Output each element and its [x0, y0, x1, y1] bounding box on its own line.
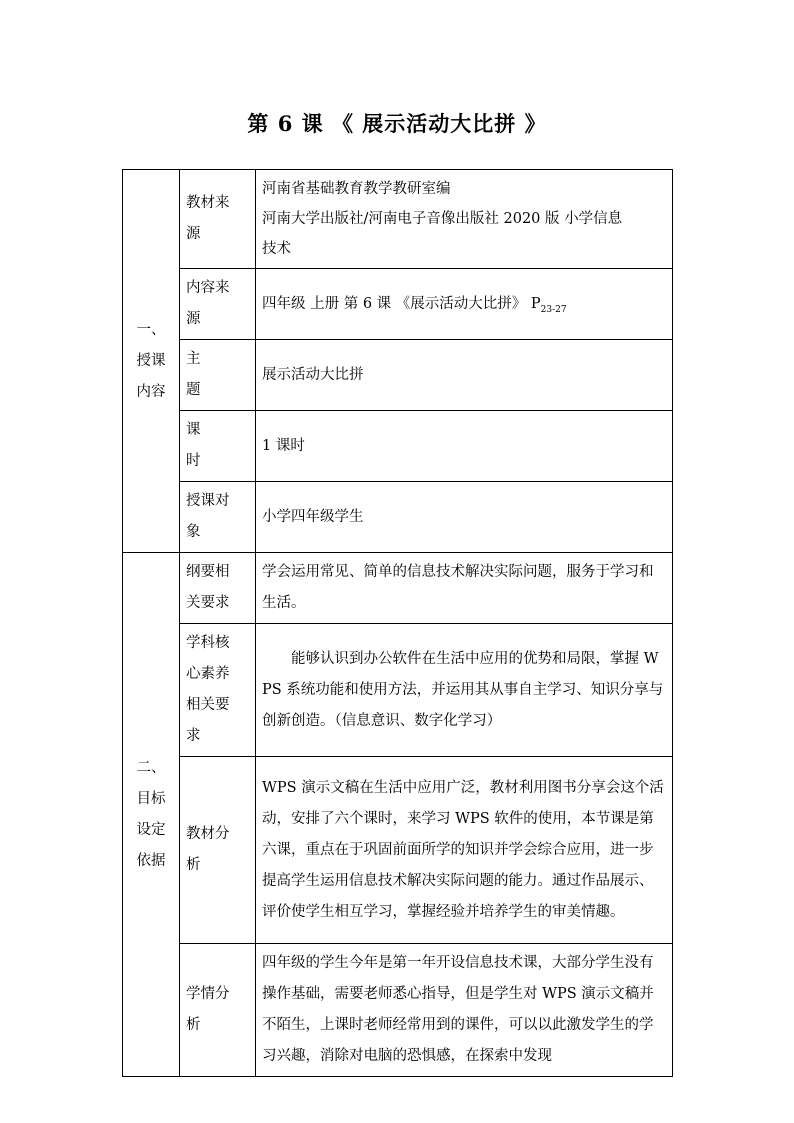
- row-label-core-competencies: [180, 624, 256, 757]
- row-label-line: 时: [186, 453, 201, 469]
- row-label-line: 教材分: [186, 826, 230, 842]
- row-label-line: 主: [186, 351, 201, 367]
- row-label-student-analysis: [180, 944, 256, 1077]
- row-label-textbook-analysis: [180, 757, 256, 944]
- row-label-line: 学情分: [186, 986, 230, 1002]
- table-row: [123, 482, 673, 553]
- section-label-goal-basis: [123, 553, 180, 1077]
- table-row: [123, 624, 673, 757]
- row-content-textbook-source: [256, 170, 673, 269]
- row-content-theme: 展示活动大比拼: [256, 340, 673, 411]
- row-label-line: 心素养: [186, 666, 230, 682]
- row-content-target-students: 小学四年级学生: [256, 482, 673, 553]
- row-label-line: 题: [186, 382, 201, 398]
- section-label-line: 依据: [136, 852, 166, 869]
- row-content-core-competencies: 能够认识到办公软件在生活中应用的优势和局限，掌握 WPS 系统功能和使用方法，并运用其从事自主学习、知识分享与创新创造。（信息意识、数字化学习）: [256, 624, 673, 757]
- content-line: 河南大学出版社/河南电子音像出版社 2020 版 小学信息: [262, 211, 623, 227]
- section-label-line: 设定: [136, 821, 166, 838]
- row-label-line: 内容来: [186, 280, 230, 296]
- row-label-line: 析: [186, 1017, 201, 1033]
- row-content-student-analysis: 四年级的学生今年是第一年开设信息技术课，大部分学生没有操作基础，需要老师悉心指导，但是学生对 WPS 演示文稿并不陌生，上课时老师经常用到的课件，可以以此激发学生的学习兴趣，消除对电脑的恐惧感，在探索中发现: [256, 944, 673, 1077]
- row-label-line: 教材来: [186, 195, 230, 211]
- section-label-line: 二、: [136, 759, 166, 776]
- row-label-line: 源: [186, 311, 201, 327]
- table-row: [123, 340, 673, 411]
- table-row: [123, 944, 673, 1077]
- table-row: [123, 170, 673, 269]
- row-label-content-source: [180, 269, 256, 340]
- row-label-line: 关要求: [186, 595, 230, 611]
- table-row: [123, 757, 673, 944]
- row-label-line: 纲要相: [186, 564, 230, 580]
- content-text: 四年级 上册 第 6 课 《展示活动大比拼》 P: [262, 295, 541, 312]
- row-label-line: 相关要: [186, 697, 230, 713]
- content-line: 技术: [262, 241, 291, 257]
- row-label-line: 析: [186, 857, 201, 873]
- row-label-line: 学科核: [186, 635, 230, 651]
- page-range-subscript: 23-27: [540, 304, 567, 315]
- row-label-line: 授课对: [186, 493, 230, 509]
- table-row: [123, 411, 673, 482]
- row-label-theme: [180, 340, 256, 411]
- section-label-line: 一、: [136, 321, 166, 338]
- table-row: [123, 269, 673, 340]
- row-label-class-hours: [180, 411, 256, 482]
- section-label-teaching-content: [123, 170, 180, 553]
- row-label-textbook-source: [180, 170, 256, 269]
- section-label-line: 目标: [136, 790, 166, 807]
- row-content-curriculum-requirements: 学会运用常见、简单的信息技术解决实际问题，服务于学习和生活。: [256, 553, 673, 624]
- row-label-line: 课: [186, 422, 201, 438]
- row-label-curriculum-requirements: [180, 553, 256, 624]
- content-line: 河南省基础教育教学教研室编: [262, 181, 451, 197]
- section-label-line: 授课: [136, 352, 166, 369]
- row-content-content-source: [256, 269, 673, 340]
- row-label-line: 源: [186, 226, 201, 242]
- lesson-plan-table: [122, 169, 673, 1077]
- row-label-target-students: [180, 482, 256, 553]
- row-content-textbook-analysis: WPS 演示文稿在生活中应用广泛，教材利用图书分享会这个活动，安排了六个课时，来学习 WPS 软件的使用，本节课是第六课，重点在于巩固前面所学的知识并学会综合应用，进一步提高学生运用信息技术解决实际问题的能力。通过作品展示、评价使学生相互学习，掌握经验并培养学生的审美情趣。: [256, 757, 673, 944]
- page-title: 第 6 课 《 展示活动大比拼 》: [247, 111, 547, 136]
- row-content-class-hours: 1 课时: [256, 411, 673, 482]
- row-label-line: 象: [186, 524, 201, 540]
- section-label-line: 内容: [136, 383, 166, 400]
- row-label-line: 求: [186, 728, 201, 744]
- table-row: [123, 553, 673, 624]
